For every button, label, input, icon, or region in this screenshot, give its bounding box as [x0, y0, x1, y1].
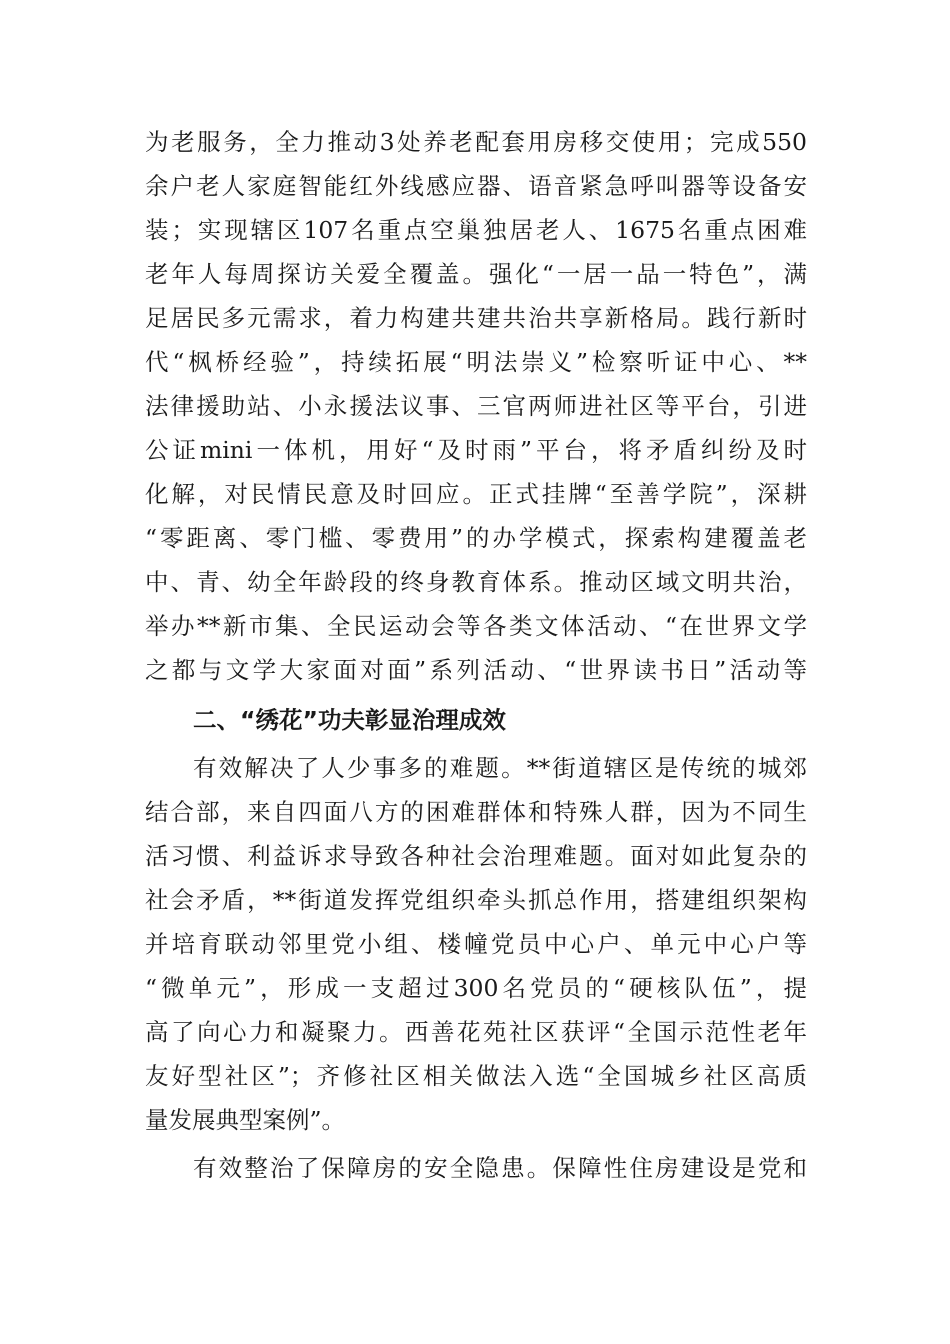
paragraph-line: “零距离、零门槛、零费用”的办学模式，探索构建覆盖老 [145, 524, 807, 552]
paragraph-line: 为老服务，全力推动3处养老配套用房移交使用；完成550 [145, 128, 807, 156]
paragraph-line: 有效整治了保障房的安全隐患。保障性住房建设是党和 [193, 1154, 807, 1182]
paragraph-line: 活习惯、利益诉求导致各种社会治理难题。面对如此复杂的 [145, 842, 807, 870]
paragraph-line: 高了向心力和凝聚力。西善花苑社区获评“全国示范性老年 [145, 1018, 807, 1046]
paragraph-line: 友好型社区”；齐修社区相关做法入选“全国城乡社区高质 [145, 1062, 807, 1090]
paragraph-line: 装；实现辖区107名重点空巢独居老人、1675名重点困难 [145, 216, 807, 244]
paragraph-line: 化解，对民情民意及时回应。正式挂牌“至善学院”，深耕 [145, 480, 807, 508]
paragraph-line: 量发展典型案例”。 [145, 1106, 346, 1134]
paragraph-line: 足居民多元需求，着力构建共建共治共享新格局。践行新时 [145, 304, 807, 332]
paragraph-line: 法律援助站、小永援法议事、三官两师进社区等平台，引进 [145, 392, 807, 420]
paragraph-line: 有效解决了人少事多的难题。**街道辖区是传统的城郊 [193, 754, 807, 782]
paragraph-line: “微单元”，形成一支超过300名党员的“硬核队伍”，提 [145, 974, 807, 1002]
paragraph-line: 余户老人家庭智能红外线感应器、语音紧急呼叫器等设备安 [145, 172, 807, 200]
paragraph-line: 并培育联动邻里党小组、楼幢党员中心户、单元中心户等 [145, 930, 807, 958]
paragraph-line: 社会矛盾，**街道发挥党组织牵头抓总作用，搭建组织架构 [145, 886, 807, 914]
paragraph-line: 公证mini一体机，用好“及时雨”平台，将矛盾纠纷及时 [145, 436, 807, 464]
paragraph-line: 中、青、幼全年龄段的终身教育体系。推动区域文明共治， [145, 568, 807, 596]
paragraph-line: 老年人每周探访关爱全覆盖。强化“一居一品一特色”，满 [145, 260, 807, 288]
paragraph-line: 之都与文学大家面对面”系列活动、“世界读书日”活动等 [145, 656, 807, 684]
paragraph-line: 代“枫桥经验”，持续拓展“明法崇义”检察听证中心、** [145, 348, 807, 376]
section-heading: 二、“绣花”功夫彰显治理成效 [193, 706, 506, 734]
paragraph-line: 举办**新市集、全民运动会等各类文体活动、“在世界文学 [145, 612, 807, 640]
paragraph-line: 结合部，来自四面八方的困难群体和特殊人群，因为不同生 [145, 798, 807, 826]
